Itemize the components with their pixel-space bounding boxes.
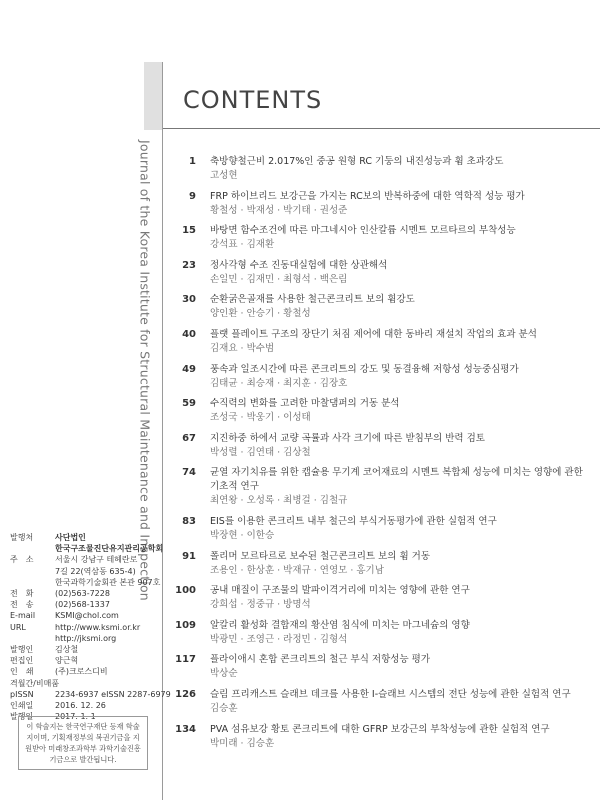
publisher-info-row xyxy=(10,588,150,599)
publisher-info-value: (02)563-7228 xyxy=(55,589,110,599)
publisher-info-label: 발행처 xyxy=(10,533,34,542)
publisher-info-value: 2234-6937 eISSN 2287-6979 xyxy=(55,689,171,699)
toc-article-title: 폴리머 모르타르로 보수된 철근콘크리트 보의 휨 거동 xyxy=(210,550,431,562)
toc-page-number: 83 xyxy=(182,515,196,527)
publisher-info-row xyxy=(10,622,150,633)
toc-entry[interactable] xyxy=(168,723,588,751)
toc-entry-body xyxy=(210,328,588,356)
publisher-info-label: 인 쇄 xyxy=(10,667,34,677)
publisher-info-label xyxy=(10,543,55,554)
toc-entry[interactable] xyxy=(168,259,588,287)
toc-page-number: 126 xyxy=(175,688,196,700)
toc-page-number: 100 xyxy=(175,585,196,597)
publisher-info-value: 7길 22(역삼동 635-4) xyxy=(55,566,136,576)
toc-page-number: 15 xyxy=(182,225,196,237)
toc-authors: 조용인 · 한상훈 · 박재규 · 연영모 · 홍기남 xyxy=(210,564,384,576)
toc-article-title: 축방향철근비 2.017%인 중공 원형 RC 기둥의 내진성능과 휨 초과강도 xyxy=(210,156,504,167)
publisher-info-row xyxy=(10,610,150,621)
publisher-info-label: 편집인 xyxy=(10,656,34,666)
title-divider xyxy=(163,128,600,129)
publisher-info-value: (02)568-1337 xyxy=(55,600,110,610)
publisher-info-label: E-mail xyxy=(10,611,36,621)
journal-title-vertical xyxy=(135,140,155,601)
toc-entry[interactable] xyxy=(168,363,588,391)
toc-authors: 손일민 · 김재민 · 최형석 · 백은림 xyxy=(210,273,348,285)
toc-entry[interactable] xyxy=(168,619,588,647)
toc-entry-body xyxy=(210,584,588,612)
toc-entry-body xyxy=(210,688,588,716)
toc-page-number: 1 xyxy=(189,156,196,167)
journal-title: Journal of the Korea Institute for Structural Maintenance and Inspection xyxy=(137,140,153,601)
publisher-info-value: 한국구조물진단유지관리공학회 xyxy=(55,544,164,554)
publisher-info-row xyxy=(10,577,161,588)
toc-entry-body xyxy=(210,190,588,218)
toc-entry-body xyxy=(210,466,588,508)
toc-authors: 김태균 · 최승재 · 최지훈 · 김장호 xyxy=(210,377,348,389)
publisher-info-value: 서울시 강남구 테헤란로 xyxy=(55,555,138,565)
publisher-info-label: 주 소 xyxy=(10,555,34,565)
toc-article-title: 플라이애시 혼합 콘크리트의 철근 부식 저항성능 평가 xyxy=(210,654,431,666)
publisher-info-label xyxy=(10,566,55,577)
toc-article-title: 균열 자기치유를 위한 캡슐용 무기계 코어재료의 시멘트 복합체 성능에 미치는 영향에 관한 기초적 연구 xyxy=(210,467,583,493)
toc-page-number: 49 xyxy=(182,363,196,375)
toc-entry[interactable] xyxy=(168,397,588,425)
toc-entry-body xyxy=(210,515,588,543)
toc-authors: 김승훈 xyxy=(210,702,238,714)
publisher-info-label xyxy=(10,577,55,588)
toc-article-title: 수직력의 변화를 고려한 마찰댐퍼의 거동 분석 xyxy=(210,398,400,410)
toc-authors: 황철성 · 박재성 · 박기태 · 권성준 xyxy=(210,204,348,216)
toc-page-number: 109 xyxy=(175,619,196,631)
toc-page-number: 30 xyxy=(182,294,196,306)
publisher-info-value: 2016. 12. 26 xyxy=(55,701,106,711)
toc-page-number: 134 xyxy=(175,723,196,735)
publisher-info-value: 양근혁 xyxy=(55,656,79,666)
toc-entry[interactable] xyxy=(168,328,588,356)
toc-article-title: 알칼리 활성화 결합재의 황산염 침식에 미치는 마그네슘의 영향 xyxy=(210,619,470,631)
header-accent-bar xyxy=(144,62,162,130)
publisher-info-row xyxy=(10,543,164,554)
toc-entry[interactable] xyxy=(168,550,588,578)
toc-entry-body xyxy=(210,293,588,321)
table-of-contents xyxy=(168,155,588,757)
publisher-info-label xyxy=(10,633,55,644)
toc-article-title: 공내 매질이 구조물의 발파이격거리에 미치는 영향에 관한 연구 xyxy=(210,585,470,597)
publisher-info-label: 발행인 xyxy=(10,645,34,655)
publisher-info-row xyxy=(10,666,150,677)
toc-page-number: 23 xyxy=(182,259,196,271)
toc-page-number: 9 xyxy=(189,190,196,202)
publisher-info-label: 인쇄일 xyxy=(10,701,34,711)
toc-authors: 박장현 · 이한승 xyxy=(210,529,275,541)
toc-entry-body xyxy=(210,363,588,391)
toc-page-number: 40 xyxy=(182,328,196,340)
toc-entry-body xyxy=(210,653,588,681)
toc-entry-body xyxy=(210,550,588,578)
toc-article-title: 정사각형 수조 진동대실험에 대한 상관해석 xyxy=(210,259,388,271)
toc-entry-body xyxy=(210,224,588,252)
toc-article-title: 풍속과 일조시간에 따른 콘크리트의 강도 및 동결융해 저항성 성능중심평가 xyxy=(210,363,519,375)
toc-authors: 양인환 · 안승기 · 황철성 xyxy=(210,308,311,320)
publisher-info-row xyxy=(10,644,150,655)
toc-entry[interactable] xyxy=(168,515,588,543)
toc-entry[interactable] xyxy=(168,155,588,183)
toc-authors: 박광민 · 조영근 · 라정민 · 김형석 xyxy=(210,633,348,645)
toc-entry-body xyxy=(210,619,588,647)
toc-entry[interactable] xyxy=(168,653,588,681)
toc-authors: 고성현 xyxy=(210,170,238,181)
page-title: CONTENTS xyxy=(183,86,323,114)
publisher-info-row xyxy=(10,566,150,577)
publisher-info-row xyxy=(10,689,171,700)
toc-authors: 최연왕 · 오성록 · 최병걸 · 김철규 xyxy=(210,495,348,507)
toc-page-number: 59 xyxy=(182,398,196,410)
toc-entry[interactable] xyxy=(168,688,588,716)
toc-entry[interactable] xyxy=(168,190,588,218)
publisher-info-row xyxy=(10,700,150,711)
toc-authors: 강희섭 · 정중규 · 방명석 xyxy=(210,599,311,611)
toc-entry[interactable] xyxy=(168,466,588,508)
publisher-info-value: http://jksmi.org xyxy=(55,633,117,643)
publisher-info-label: 전 송 xyxy=(10,600,34,610)
publisher-info xyxy=(10,532,171,722)
toc-entry[interactable] xyxy=(168,584,588,612)
publisher-info-label: 전 화 xyxy=(10,589,34,599)
publisher-info-value: 김상철 xyxy=(55,645,79,655)
toc-article-title: 바탕면 함수조건에 따른 마그네시아 인산칼륨 시멘트 모르타르의 부착성능 xyxy=(210,225,516,237)
toc-authors: 박성렬 · 김연태 · 김상철 xyxy=(210,446,311,458)
toc-article-title: 플랫 플레이트 구조의 장단기 처짐 제어에 대한 동바리 재설치 작업의 효과 분석 xyxy=(210,328,537,340)
toc-article-title: 순환굵은골재를 사용한 철근콘크리트 보의 휨강도 xyxy=(210,294,415,306)
toc-entry-body xyxy=(210,397,588,425)
toc-entry[interactable] xyxy=(168,432,588,460)
publisher-info-label: URL xyxy=(10,622,26,632)
toc-authors: 박상순 xyxy=(210,668,238,680)
publisher-info-row xyxy=(10,633,150,644)
publisher-info-row xyxy=(10,655,150,666)
toc-article-title: PVA 섬유보강 황토 콘크리트에 대한 GFRP 보강근의 부착성능에 관한 실험적 연구 xyxy=(210,723,550,735)
publisher-info-row xyxy=(10,678,150,689)
toc-entry[interactable] xyxy=(168,224,588,252)
toc-authors: 김재요 · 박수범 xyxy=(210,342,275,354)
publisher-info-value: 사단법인 xyxy=(55,533,86,542)
publisher-info-value: 2017. 1. 1 xyxy=(55,712,96,722)
toc-article-title: EIS를 이용한 콘크리트 내부 철근의 부식거동평가에 관한 실험적 연구 xyxy=(210,515,497,527)
toc-authors: 조성국 · 박웅기 · 이성태 xyxy=(210,412,311,424)
toc-entry-body xyxy=(210,432,588,460)
publisher-info-row xyxy=(10,554,150,565)
funding-note: 이 학술지는 한국연구재단 등재 학술지이며, 기획재정부의 복권기금을 지원받아 미래창조과학부 과학기술진흥기금으로 발간됩니다. xyxy=(18,716,148,770)
toc-entry-body xyxy=(210,259,588,287)
toc-article-title: 슬림 프리캐스트 슬래브 데크를 사용한 I-슬래브 시스템의 전단 성능에 관한 실험적 연구 xyxy=(210,688,571,700)
toc-authors: 박미래 · 김승훈 xyxy=(210,737,275,749)
publisher-info-row xyxy=(10,532,150,543)
toc-page-number: 74 xyxy=(182,467,196,479)
publisher-info-value: 한국과학기술회관 본관 907호 xyxy=(55,577,161,587)
publisher-info-value: (주)크로스디비 xyxy=(55,667,108,677)
publisher-info-label: pISSN xyxy=(10,689,34,699)
toc-page-number: 67 xyxy=(182,432,196,444)
toc-entry[interactable] xyxy=(168,293,588,321)
toc-page-number: 91 xyxy=(182,550,196,562)
toc-authors: 강석표 · 김재환 xyxy=(210,239,275,251)
publisher-info-label: 발행일 xyxy=(10,712,34,722)
toc-page-number: 117 xyxy=(175,654,196,666)
toc-entry-body xyxy=(210,155,588,183)
publisher-info-value: KSMI@chol.com xyxy=(55,611,119,621)
publisher-info-value: http://www.ksmi.or.kr xyxy=(55,622,141,632)
toc-article-title: 지진하중 하에서 교량 곡률과 사각 크기에 따른 받침부의 반력 검토 xyxy=(210,432,485,444)
publisher-info-row xyxy=(10,599,150,610)
publisher-info-value xyxy=(59,678,150,689)
toc-article-title: FRP 하이브리드 보강근을 가지는 RC보의 반복하중에 대한 역학적 성능 평가 xyxy=(210,190,525,202)
publisher-info-label: 격월간/비매품 xyxy=(10,678,60,688)
toc-entry-body xyxy=(210,723,588,751)
